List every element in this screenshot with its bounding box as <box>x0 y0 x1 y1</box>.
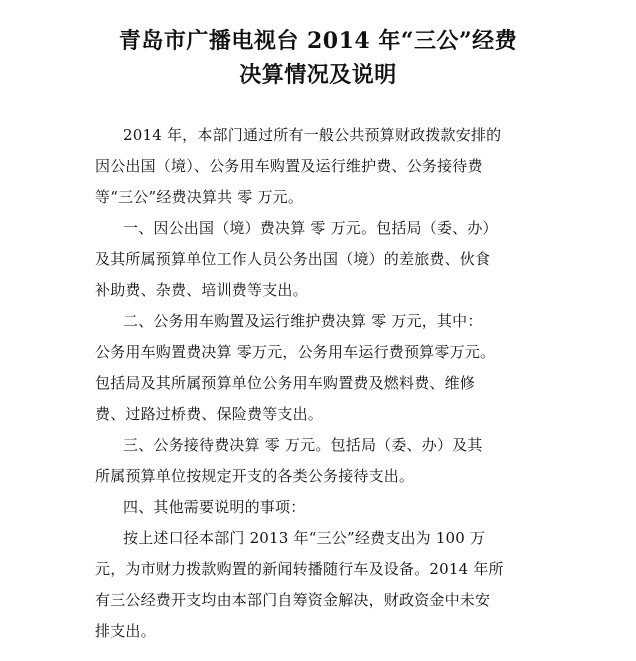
paragraph-travel-line-3: 补助费、杂费、培训费等支出。 <box>95 281 308 299</box>
paragraph-travel-line-1: 一、因公出国（境）费决算 零 万元。包括局（委、办） <box>123 219 498 237</box>
document-title-line-2: 决算情况及说明 <box>239 62 397 88</box>
paragraph-other-line-2: 元，为市财力拨款购置的新闻转播随行车及设备。2014 年所 <box>95 560 504 578</box>
paragraph-intro-line-1: 2014 年，本部门通过所有一般公共预算财政拨款安排的 <box>123 126 502 144</box>
paragraph-other-line-4: 排支出。 <box>95 622 156 640</box>
paragraph-other-line-1: 按上述口径本部门 2013 年“三公”经费支出为 100 万 <box>123 529 486 547</box>
paragraph-intro-line-3: 等“三公”经费决算共 零 万元。 <box>95 188 304 206</box>
paragraph-vehicle-line-3: 包括局及其所属预算单位公务用车购置费及燃料费、维修 <box>95 374 476 392</box>
paragraph-other-line-3: 有三公经费开支均由本部门自筹资金解决，财政资金中未安 <box>95 591 491 609</box>
paragraph-reception-line-1: 三、公务接待费决算 零 万元。包括局（委、办）及其 <box>123 436 483 454</box>
paragraph-vehicle-line-4: 费、过路过桥费、保险费等支出。 <box>95 405 324 423</box>
paragraph-reception-line-2: 所属预算单位按规定开支的各类公务接待支出。 <box>95 467 415 485</box>
paragraph-vehicle-line-2: 公务用车购置费决算 零万元，公务用车运行费预算零万元。 <box>95 343 496 361</box>
paragraph-intro-line-2: 因公出国（境）、公务用车购置及运行维护费、公务接待费 <box>95 157 483 175</box>
paragraph-other-heading: 四、其他需要说明的事项： <box>123 498 306 516</box>
document-title-line-1: 青岛市广播电视台 2014 年“三公”经费 <box>118 28 518 54</box>
paragraph-travel-line-2: 及其所属预算单位工作人员公务出国（境）的差旅费、伙食 <box>95 250 491 268</box>
paragraph-vehicle-line-1: 二、公务用车购置及运行维护费决算 零 万元，其中： <box>123 312 483 330</box>
